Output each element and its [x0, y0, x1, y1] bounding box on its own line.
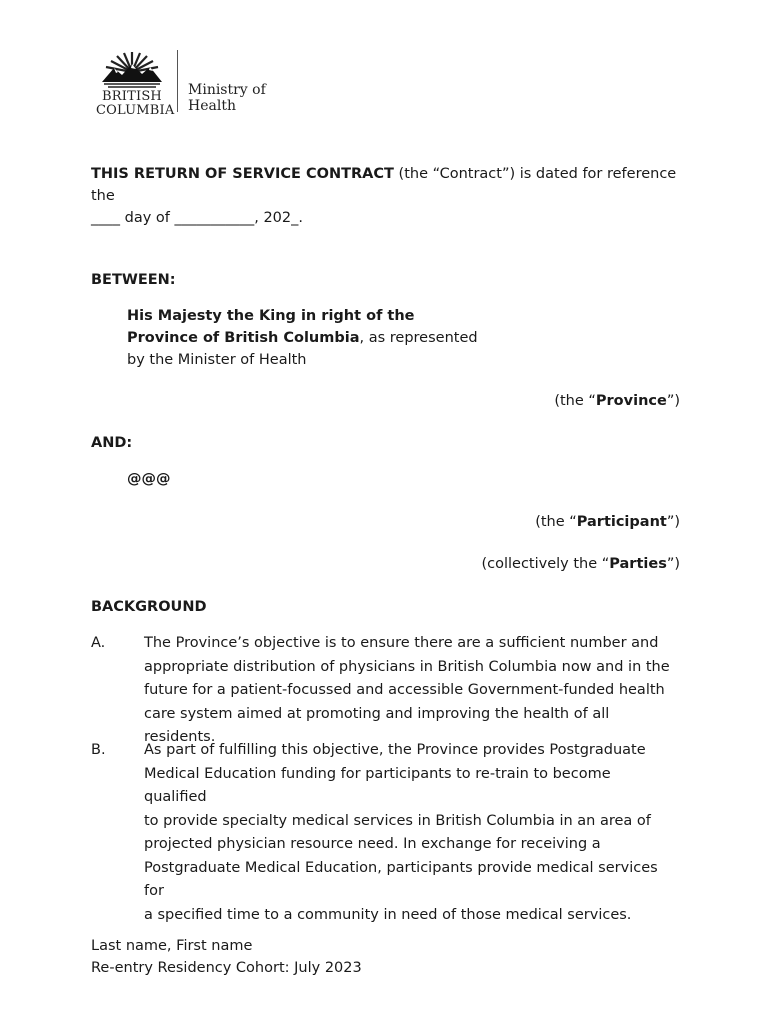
participant-definition: (the “Participant”)	[535, 514, 680, 530]
participant-name: @@@	[127, 471, 171, 487]
background-item-marker: B.	[91, 742, 106, 758]
footer-name-line: Last name, First name	[91, 938, 253, 954]
bc-sunrise-mountains-icon	[96, 50, 168, 90]
province-party-line1: His Majesty the King in right of the	[127, 308, 415, 324]
contract-title: THIS RETURN OF SERVICE CONTRACT	[91, 166, 394, 182]
province-party-name: Province of British Columbia	[127, 330, 360, 346]
province-definition: (the “Province”)	[554, 393, 680, 409]
background-heading: BACKGROUND	[91, 599, 207, 615]
logo-british-columbia-text: BRITISH COLUMBIA	[96, 89, 175, 118]
province-party-block	[127, 305, 647, 371]
contract-date-line: ____ day of ___________, 202_.	[91, 210, 303, 226]
between-heading: BETWEEN:	[91, 272, 176, 288]
contract-intro	[91, 163, 681, 229]
bc-ministry-of-health-logo	[96, 50, 266, 118]
background-item-text: As part of fulfilling this objective, the Province provides Postgraduate Medical Education funding for participants to re-train to become qualified to provide specialty medical services in British Columbia in an area of projected physician resource need. In exchange for receiving a Postgraduate Medical Education, participants provide medical services for a specified time to a community in need of those medical services.	[144, 742, 658, 923]
province-party-represented: , as represented	[359, 330, 478, 346]
background-item-marker: A.	[91, 635, 106, 651]
parties-definition: (collectively the “Parties”)	[481, 556, 680, 572]
background-item-text: The Province’s objective is to ensure there are a sufficient number and appropriate distribution of physicians in British Columbia now and in the future for a patient-focussed and accessible Government-funded health care system aimed at promoting and improving the health of all residents.	[144, 635, 670, 745]
province-party-line3: by the Minister of Health	[127, 352, 307, 368]
contract-intro-text: (the “Contract”) is dated for reference the	[91, 166, 677, 204]
page-footer	[91, 935, 681, 979]
and-heading: AND:	[91, 435, 133, 451]
logo-divider	[177, 50, 178, 112]
logo-ministry-text: Ministry of Health	[188, 82, 266, 114]
footer-cohort-line: Re-entry Residency Cohort: July 2023	[91, 960, 362, 976]
